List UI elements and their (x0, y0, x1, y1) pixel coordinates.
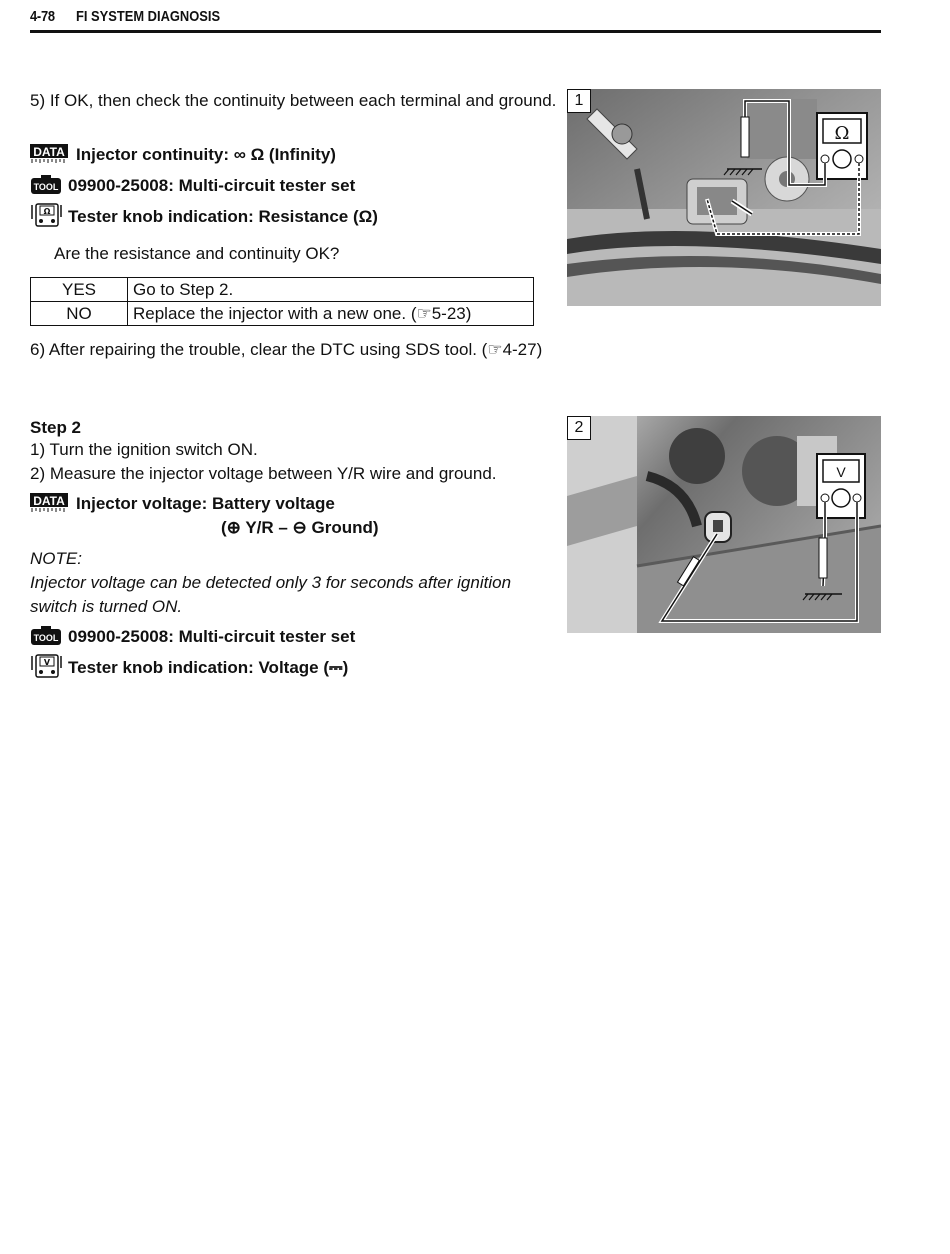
question-text: Are the resistance and continuity OK? (54, 244, 340, 263)
data-spec-continuity (30, 143, 336, 167)
tool-spec-text: 09900-25008: Multi-circuit tester set (68, 176, 356, 195)
data-badge-icon (30, 144, 68, 163)
svg-text:Ω: Ω (43, 206, 51, 216)
tester-knob-text: Tester knob indication: Resistance (Ω) (68, 207, 378, 226)
tester-volt-icon (30, 654, 62, 678)
step1-item6: 6) After repairing the trouble, clear the DTC using SDS tool. (☞4-27) (30, 340, 543, 359)
tester-knob-voltage (30, 656, 348, 681)
data-spec-text: Injector voltage: Battery voltage (76, 494, 335, 513)
step2-item1: 1) Turn the ignition switch ON. (30, 440, 258, 459)
table-row (31, 278, 534, 302)
figure-1-label: 1 (567, 89, 591, 113)
svg-text:V: V (43, 657, 51, 667)
data-spec-text: Injector continuity: ∞ Ω (Infinity) (76, 145, 336, 164)
svg-text:TOOL: TOOL (33, 632, 59, 643)
data-spec-voltage (30, 492, 335, 516)
tester-knob-resistance (30, 205, 378, 230)
svg-text:DATA: DATA (33, 145, 65, 160)
tool-badge-icon (30, 175, 62, 195)
data-badge-icon (30, 493, 68, 512)
tool-badge-icon (30, 626, 62, 646)
voltage-polarity: (⊕ Y/R – ⊖ Ground) (221, 518, 379, 537)
table-row (31, 302, 534, 326)
section-title: FI SYSTEM DIAGNOSIS (76, 8, 221, 25)
figure-2-photo (567, 416, 881, 633)
step1-item5: 5) If OK, then check the continuity between each terminal and ground. (30, 91, 557, 110)
step2-heading: Step 2 (30, 418, 82, 437)
page-number: 4-78 (30, 8, 55, 25)
figure-2-label: 2 (567, 416, 591, 440)
page-header (30, 6, 881, 33)
svg-text:V: V (836, 464, 846, 480)
tester-ohm-icon (30, 203, 62, 227)
svg-text:Ω: Ω (834, 123, 850, 144)
svg-text:TOOL: TOOL (33, 181, 59, 192)
table-cell-value: Replace the injector with a new one. (☞5-23) (128, 302, 534, 326)
note-label: NOTE: (30, 549, 82, 568)
decision-table (30, 277, 534, 326)
figure-1-photo (567, 89, 881, 306)
svg-text:DATA: DATA (33, 494, 65, 509)
table-cell-key: NO (31, 302, 128, 326)
step2-item2: 2) Measure the injector voltage between Y/R wire and ground. (30, 464, 497, 483)
table-cell-key: YES (31, 278, 128, 302)
voltage-test-illustration (567, 416, 881, 633)
note-text: Injector voltage can be detected only 3 for seconds after ignition switch is turned ON. (30, 573, 512, 616)
tool-spec (30, 174, 355, 198)
table-cell-value: Go to Step 2. (128, 278, 534, 302)
tool-spec (30, 625, 355, 649)
tool-spec-text: 09900-25008: Multi-circuit tester set (68, 627, 356, 646)
tester-knob-text: Tester knob indication: Voltage (⎓) (68, 658, 349, 677)
resistance-test-illustration (567, 89, 881, 306)
